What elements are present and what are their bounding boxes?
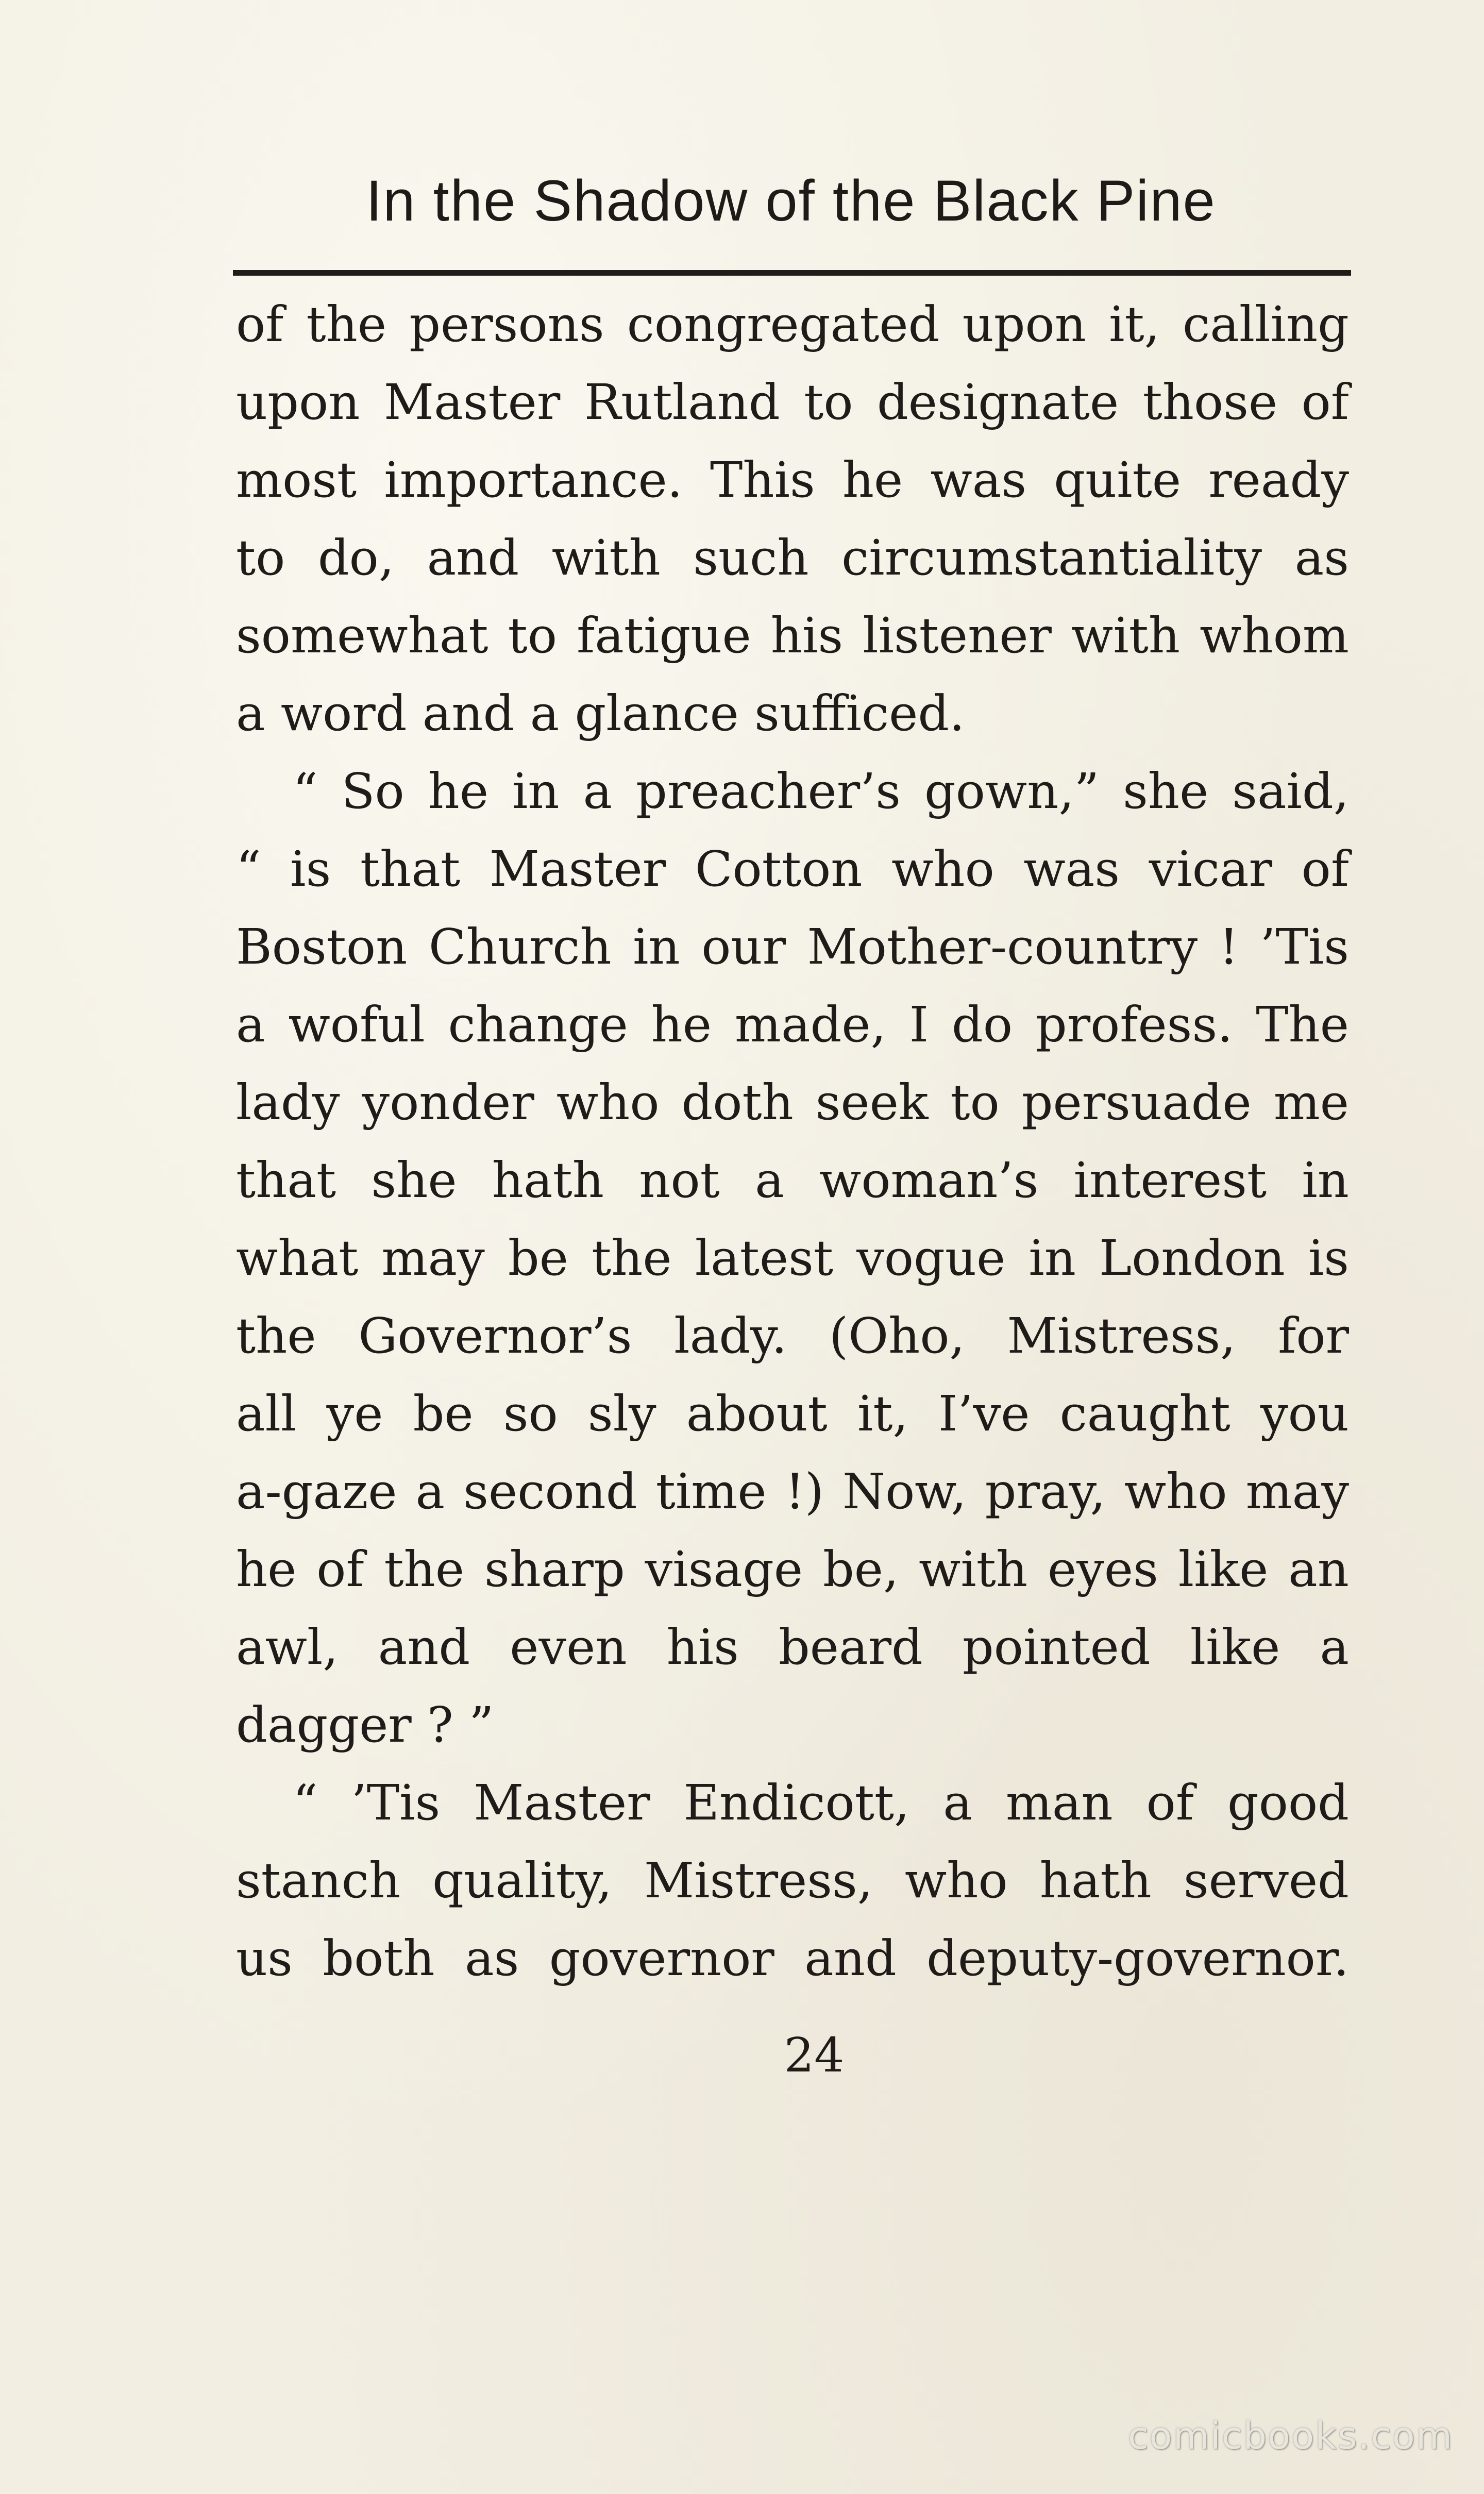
text-line: “ ’Tis Master Endicott, a man of good xyxy=(293,1775,1349,1831)
running-header-title: In the Shadow of the Black Pine xyxy=(366,168,1216,233)
text-line: “ So he in a preacher’s gown,” she said, xyxy=(293,763,1349,820)
text-line: stanch quality, Mistress, who hath served xyxy=(236,1852,1349,1909)
text-line: dagger ? ” xyxy=(236,1697,494,1754)
text-line: what may be the latest vogue in London is xyxy=(236,1230,1349,1287)
text-line: the Governor’s lady. (Oho, Mistress, for xyxy=(236,1308,1349,1364)
text-line: lady yonder who doth seek to persuade me xyxy=(236,1074,1349,1131)
text-line: “ is that Master Cotton who was vicar of xyxy=(236,841,1349,898)
page-number: 24 xyxy=(784,2028,845,2083)
text-line: a word and a glance sufficed. xyxy=(236,685,965,742)
text-line: most importance. This he was quite ready xyxy=(236,452,1349,509)
text-line: us both as governor and deputy-governor. xyxy=(236,1930,1349,1987)
text-line: all ye be so sly about it, I’ve caught you xyxy=(236,1386,1349,1442)
text-line: of the persons congregated upon it, calling xyxy=(236,296,1349,353)
text-line: he of the sharp visage be, with eyes like an xyxy=(236,1541,1349,1598)
text-line: awl, and even his beard pointed like a xyxy=(236,1619,1349,1676)
text-line: upon Master Rutland to designate those of xyxy=(236,374,1349,431)
watermark: comicbooks.com xyxy=(1127,2414,1453,2457)
text-line: a-gaze a second time !) Now, pray, who may xyxy=(236,1463,1349,1520)
text-line: a woful change he made, I do profess. The xyxy=(236,997,1349,1053)
body-text xyxy=(236,286,1349,1998)
text-line: Boston Church in our Mother-country ! ’Tis xyxy=(236,919,1349,975)
text-line: that she hath not a woman’s interest in xyxy=(236,1152,1349,1209)
text-line: to do, and with such circumstantiality as xyxy=(236,530,1349,586)
text-line: somewhat to fatigue his listener with whom xyxy=(236,608,1349,664)
header-rule xyxy=(233,270,1351,276)
